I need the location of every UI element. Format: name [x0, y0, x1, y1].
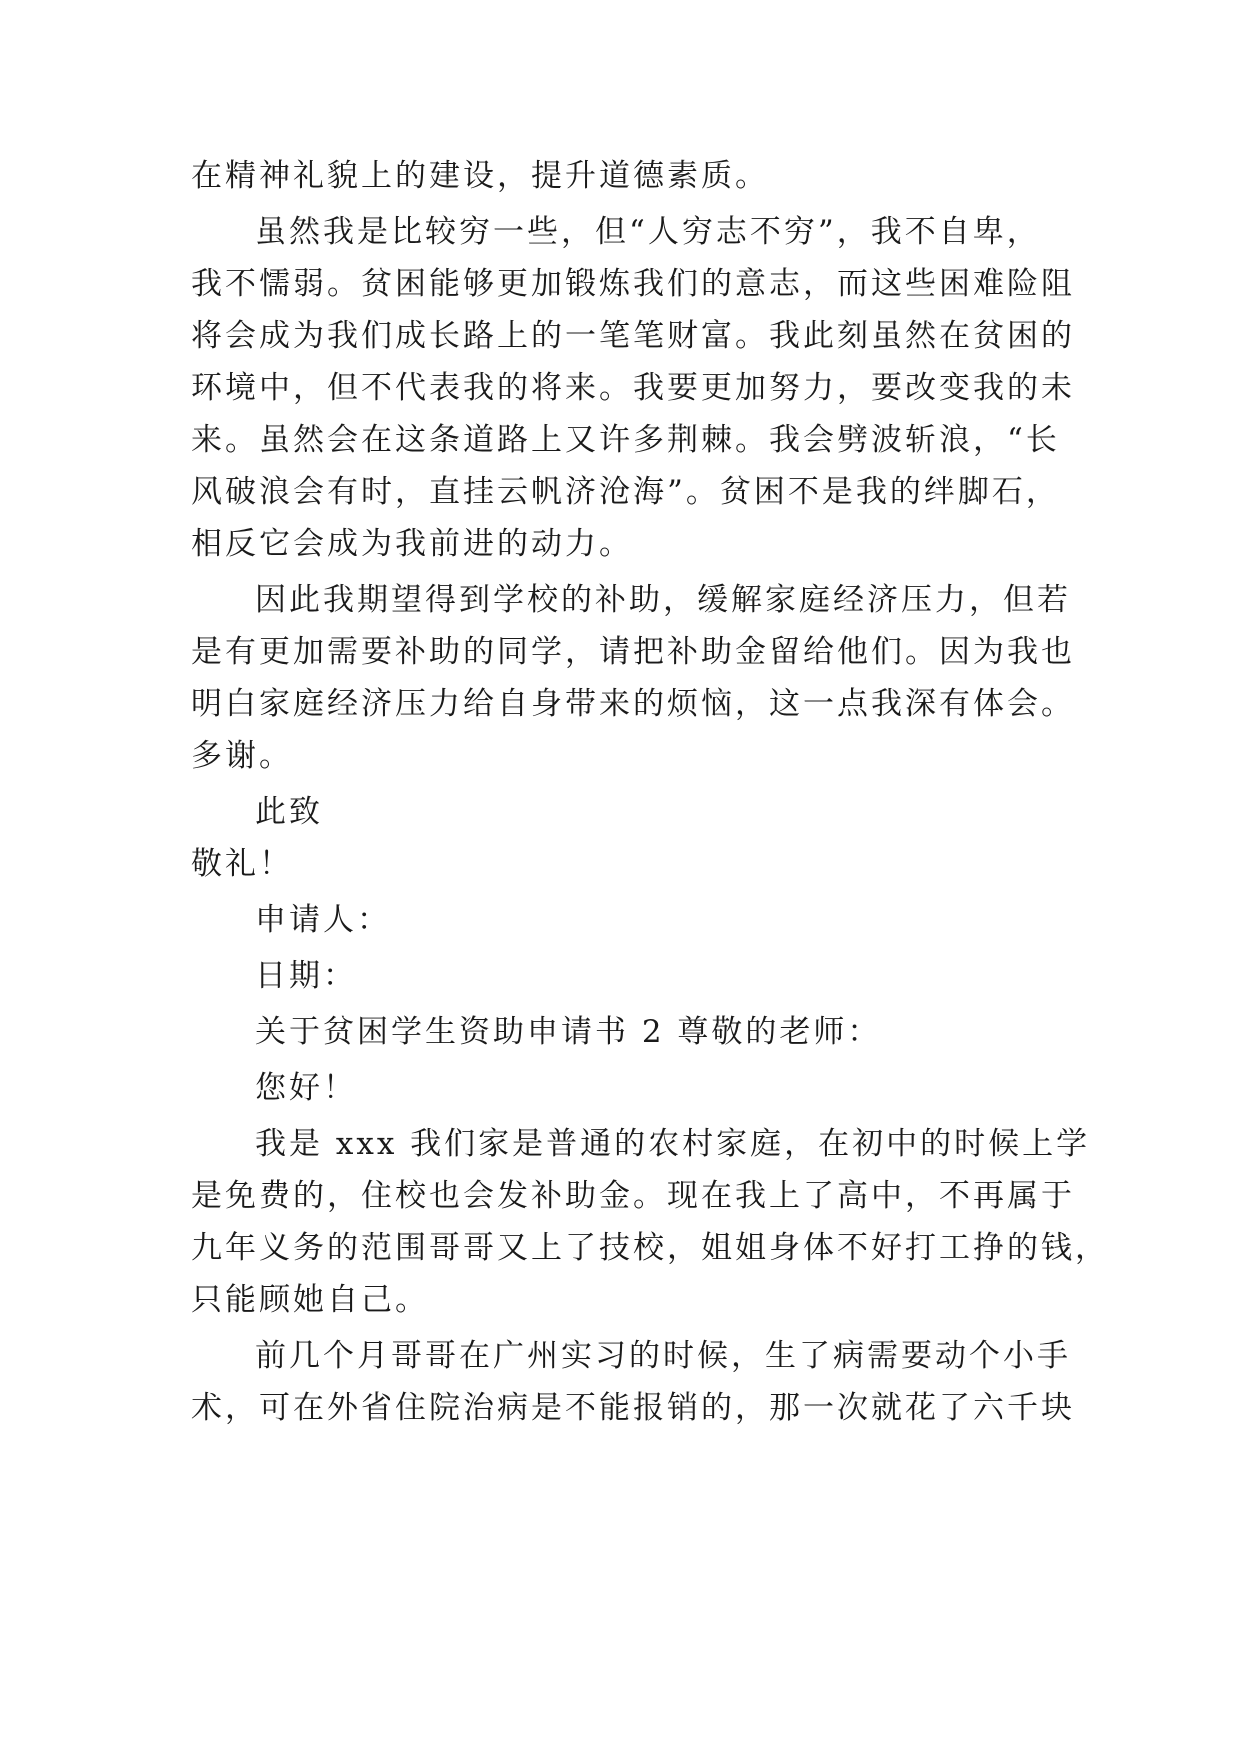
text-line: 来。虽然会在这条道路上又许多荆棘。我会劈波斩浪，“长 — [191, 422, 1060, 458]
closing-salutation: 此致 — [255, 794, 323, 830]
paragraph-start-line: 因此我期望得到学校的补助，缓解家庭经济压力，但若 — [255, 582, 1071, 618]
text-line: 术，可在外省住院治病是不能报销的，那一次就花了六千块 — [191, 1390, 1075, 1426]
text-line: 是有更加需要补助的同学，请把补助金留给他们。因为我也 — [191, 634, 1075, 670]
date-label: 日期： — [255, 958, 357, 994]
paragraph-start-line: 我是 xxx 我们家是普通的农村家庭，在初中的时候上学 — [255, 1126, 1091, 1162]
text-line: 我不懦弱。贫困能够更加锻炼我们的意志，而这些困难险阻 — [191, 266, 1075, 302]
text-line: 相反它会成为我前进的动力。 — [191, 526, 633, 562]
paragraph-start-line: 前几个月哥哥在广州实习的时候，生了病需要动个小手 — [255, 1338, 1071, 1374]
text-line: 只能顾她自己。 — [191, 1282, 429, 1318]
applicant-label: 申请人： — [255, 902, 391, 938]
text-line: 多谢。 — [191, 738, 293, 774]
text-line: 将会成为我们成长路上的一笔笔财富。我此刻虽然在贫困的 — [191, 318, 1075, 354]
text-line: 风破浪会有时，直挂云帆济沧海”。贫困不是我的绊脚石， — [191, 474, 1060, 510]
section-heading: 关于贫困学生资助申请书 2 尊敬的老师： — [255, 1014, 882, 1050]
text-line: 是免费的，住校也会发补助金。现在我上了高中，不再属于 — [191, 1178, 1075, 1214]
text-line: 在精神礼貌上的建设，提升道德素质。 — [191, 158, 769, 194]
text-line: 环境中，但不代表我的将来。我要更加努力，要改变我的未 — [191, 370, 1075, 406]
text-line: 明白家庭经济压力给自身带来的烦恼，这一点我深有体会。 — [191, 686, 1075, 722]
paragraph-start-line: 虽然我是比较穷一些，但“人穷志不穷”，我不自卑， — [255, 214, 1041, 250]
text-line: 九年义务的范围哥哥又上了技校，姐姐身体不好打工挣的钱， — [191, 1230, 1109, 1266]
greeting: 您好！ — [255, 1070, 357, 1106]
closing-regards: 敬礼！ — [191, 846, 293, 882]
